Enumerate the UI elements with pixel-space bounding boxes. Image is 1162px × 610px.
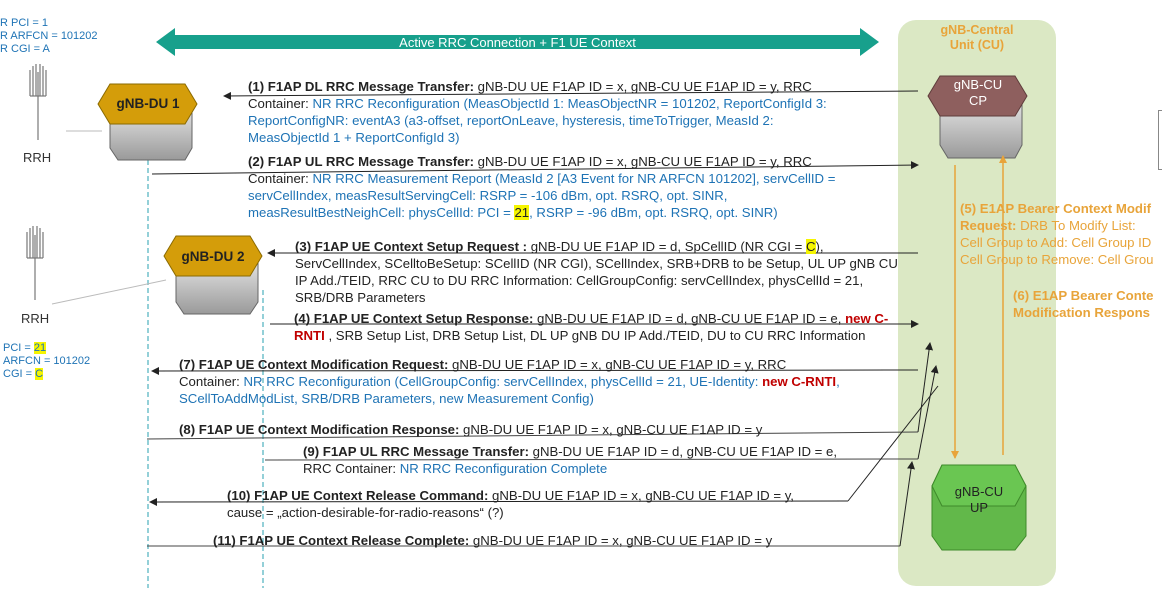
cu-title-line1: gNB-Central: [940, 23, 1014, 37]
cell1-pci: R PCI = 1: [0, 17, 48, 29]
rrh1-label: RRH: [23, 150, 52, 165]
cell1-info: [0, 17, 98, 56]
cu-up-label: gNB-CU UP: [954, 484, 1004, 515]
banner-label: Active RRC Connection + F1 UE Context: [399, 35, 636, 50]
cu-cp-label: gNB-CU CP: [953, 77, 1003, 108]
message-6: (6) E1AP Bearer Conte Modification Respons: [1013, 288, 1154, 320]
cu-title-line2: Unit (CU): [949, 38, 1005, 52]
message-1: (1) F1AP DL RRC Message Transfer: gNB-DU UE F1AP ID = x, gNB-CU UE F1AP ID = y, RRC Container: NR RRC Reconfiguration (MeasObjectId 1: MeasObjectNR = 101202, ReportConfigId 3: ReportConfigNR: eventA3 (a3-offset, reportOnLeave, hysteresis, timeToTrigger, MeasId 2: MeasObjectId 1 + ReportConfigId 3): [248, 79, 827, 145]
cell2-pci: PCI = 21: [3, 342, 47, 354]
message-11: (11) F1AP UE Context Release Complete: gNB-DU UE F1AP ID = x, gNB-CU UE F1AP ID = y: [213, 533, 773, 548]
cell2-info: [3, 342, 90, 381]
message-9: (9) F1AP UL RRC Message Transfer: gNB-DU UE F1AP ID = d, gNB-CU UE F1AP ID = e, RRC Container: NR RRC Reconfiguration Complete: [303, 444, 838, 476]
rrh2-label: RRH: [21, 311, 50, 326]
message-2: (2) F1AP UL RRC Message Transfer: gNB-DU UE F1AP ID = x, gNB-CU UE F1AP ID = y, RRC Container: NR RRC Measurement Report (MeasId 2 [A3 Event for NR ARFCN 101202], servCellID = servCellIndex, measResultServingCell: RSRP = -106 dBm, opt. RSRQ, opt. SINR, measResultBestNeighCell: physCellId: PCI = 21, RSRP = -96 dBm, opt. RSRQ, opt. SINR): [248, 154, 836, 220]
cell1-cgi: R CGI = A: [0, 43, 50, 55]
cell2-cgi: CGI = C: [3, 368, 44, 380]
message-4: (4) F1AP UE Context Setup Response: gNB-DU UE F1AP ID = d, gNB-CU UE F1AP ID = e, new C- RNTI , SRB Setup List, DRB Setup List, DL UP gNB DU IP Add./TEID, DU to CU RRC Information: [294, 311, 889, 343]
rrh-antenna-icon: [27, 226, 43, 300]
du1-label: gNB-DU 1: [116, 96, 180, 111]
message-3: (3) F1AP UE Context Setup Request : gNB-DU UE F1AP ID = d, SpCellID (NR CGI = C), ServCellIndex, SCelltoBeSetup: SCellID (NR CGI), SCellIndex, SRB+DRB to be Setup, UL UP gNB CU IP Add./TEID, RRC CU to DU RRC Information: CellGroupConfig: servCellIndex, physCellId = 21, SRB/DRB Parameters: [295, 239, 898, 305]
message-8: (8) F1AP UE Context Modification Response: gNB-DU UE F1AP ID = x, gNB-CU UE F1AP ID = y: [179, 422, 763, 437]
rrh-antenna-icon: [30, 64, 46, 140]
cell2-arfcn: ARFCN = 101202: [3, 355, 91, 367]
du2-label: gNB-DU 2: [181, 249, 245, 264]
message-7: (7) F1AP UE Context Modification Request: gNB-DU UE F1AP ID = x, gNB-CU UE F1AP ID = y, RRC Container: NR RRC Reconfiguration (CellGroupConfig: servCellIndex, physCellId = 21, UE-Identity: new C-RNTI, SCellToAddModList, SRB/DRB Parameters, new Measurement Config): [179, 357, 840, 406]
cell1-arfcn: R ARFCN = 101202: [0, 30, 98, 42]
message-10: (10) F1AP UE Context Release Command: gNB-DU UE F1AP ID = x, gNB-CU UE F1AP ID = y, cause = „action-desirable-for-radio-reasons“ (?): [227, 488, 794, 520]
message-5: (5) E1AP Bearer Context Modif Request: DRB To Modify List: Cell Group to Add: Cell Group ID Cell Group to Remove: Cell Grou: [960, 201, 1154, 267]
cu-title: [898, 23, 1056, 53]
cropped-edge-element: [1158, 110, 1162, 170]
gnb-du2-node: [164, 236, 262, 314]
